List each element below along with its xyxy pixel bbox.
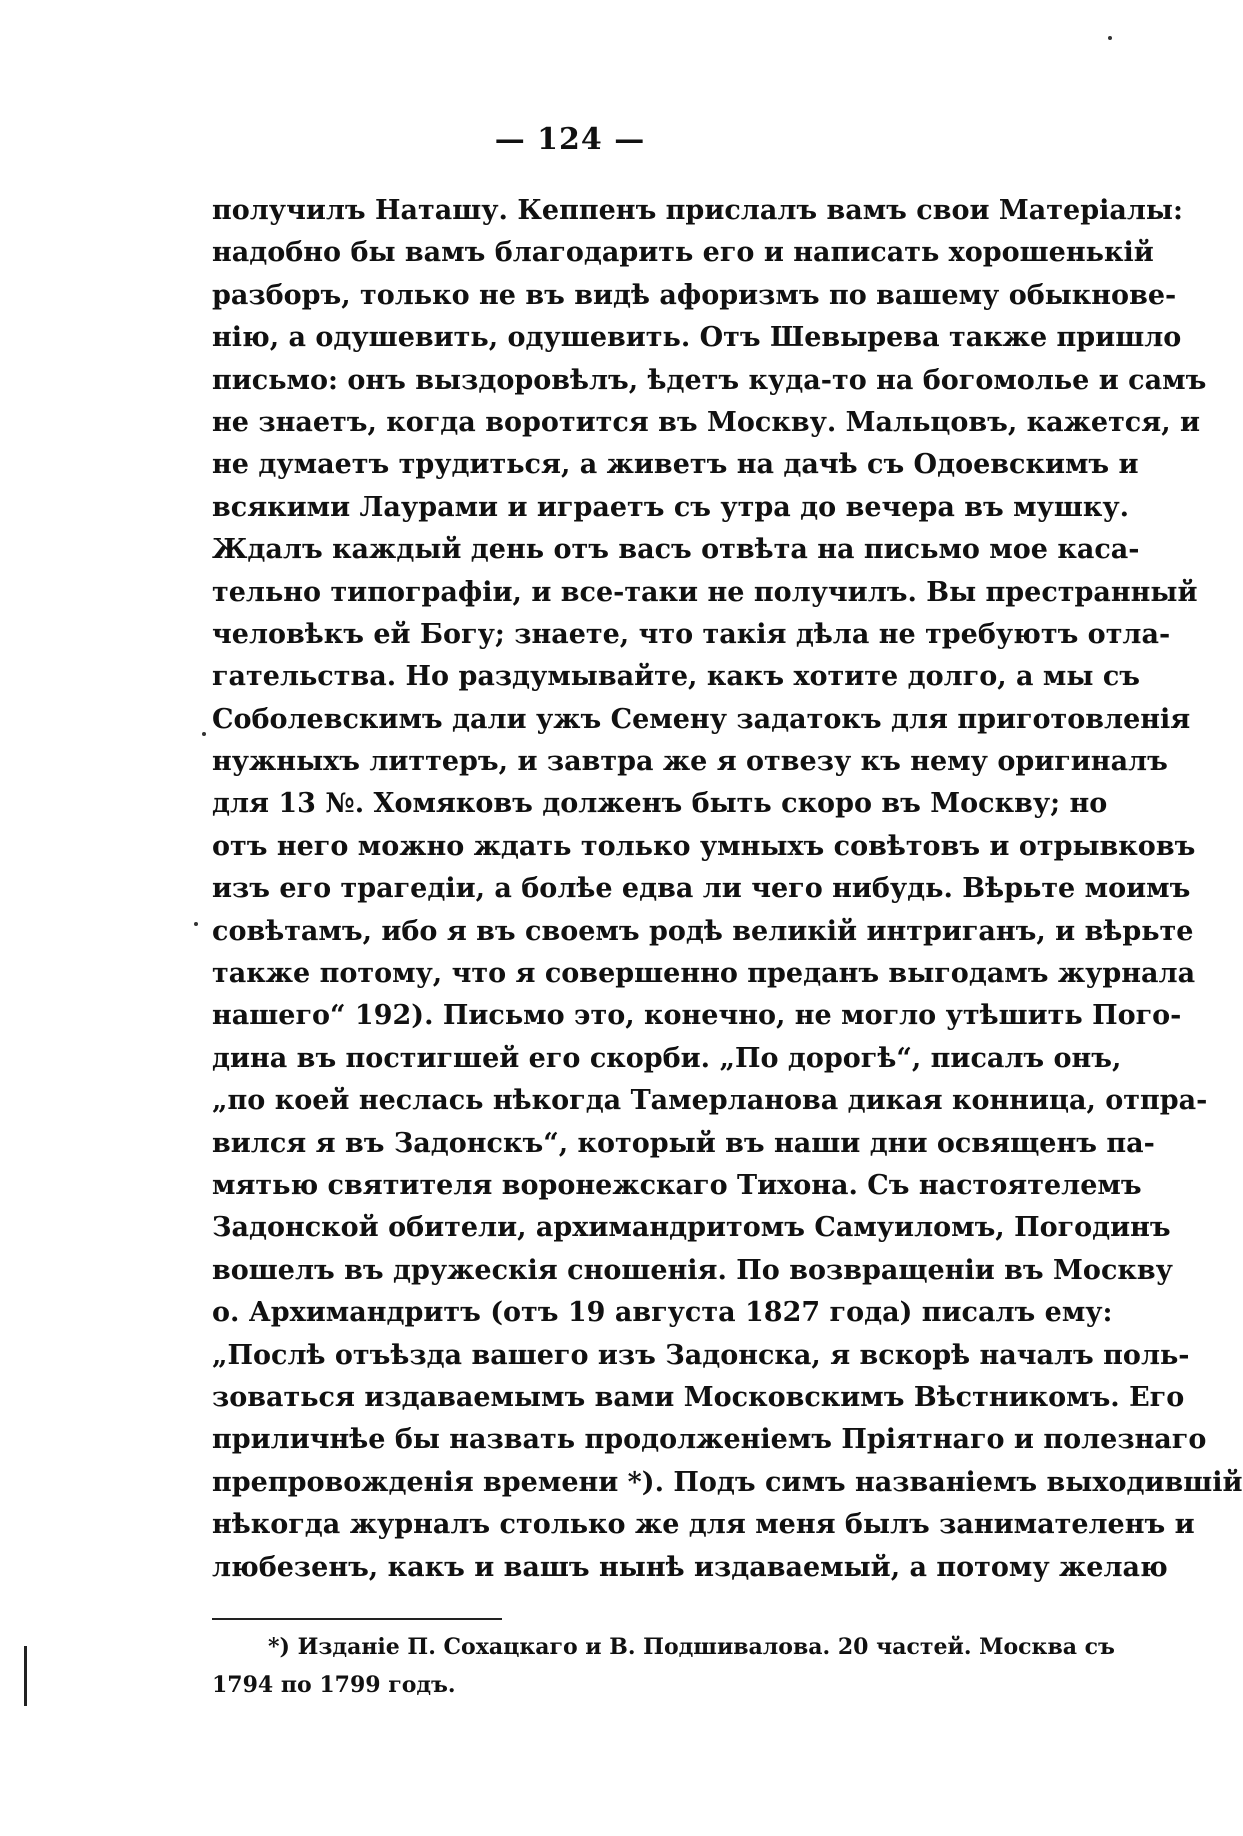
text-line: человѣкъ ей Богу; знаете, что такія дѣла не требуютъ отла- — [212, 618, 1171, 650]
text-line: вился я въ Задонскъ“, который въ наши дни освященъ па- — [212, 1127, 1155, 1159]
text-line: письмо: онъ выздоровѣлъ, ѣдетъ куда-то на богомолье и самъ — [212, 364, 1207, 396]
text-line: нашего“ 192). Письмо это, конечно, не могло утѣшить Пого- — [212, 1000, 1182, 1032]
text-line: нужныхъ литтеръ, и завтра же я отвезу къ нему оригиналъ — [212, 746, 1168, 778]
text-line: Соболевскимъ дали ужъ Семену задатокъ для приготовленія — [212, 703, 1191, 735]
text-line: приличнѣе бы назвать продолженіемъ Пріятнаго и полезнаго — [212, 1424, 1207, 1456]
text-line: дина въ постигшей его скорби. „По дорогѣ“, писалъ онъ, — [212, 1042, 1122, 1074]
text-line: вошелъ въ дружескія сношенія. По возвращеніи въ Москву — [212, 1254, 1173, 1286]
text-line: всякими Лаурами и играетъ съ утра до вечера въ мушку. — [212, 491, 1130, 523]
scan-speck — [194, 922, 198, 926]
text-line: не знаетъ, когда воротится въ Москву. Мальцовъ, кажется, и — [212, 406, 1201, 438]
scan-speck — [202, 732, 206, 736]
text-line: получилъ Наташу. Кеппенъ прислалъ вамъ свои Матеріалы: — [212, 195, 1183, 226]
margin-mark — [24, 1646, 27, 1706]
footnote-line: *) Изданіе П. Сохацкаго и В. Подшивалова. 20 частей. Москва съ — [268, 1634, 1115, 1660]
text-line: тельно типографіи, и все-таки не получилъ. Вы престранный — [212, 576, 1198, 608]
text-line: совѣтамъ, ибо я въ своемъ родѣ великій интриганъ, и вѣрьте — [212, 915, 1194, 947]
body-text — [212, 190, 1243, 1589]
text-line: нію, а одушевить, одушевить. Отъ Шевырева также пришло — [212, 322, 1182, 354]
footnote-divider — [212, 1618, 502, 1620]
text-line: разборъ, только не въ видѣ афоризмъ по вашему обыкнове- — [212, 279, 1177, 311]
footnote-line: 1794 по 1799 годъ. — [212, 1672, 456, 1698]
text-line: надобно бы вамъ благодарить его и написать хорошенькій — [212, 237, 1154, 269]
text-line: изъ его трагедіи, а болѣе едва ли чего нибудь. Вѣрьте моимъ — [212, 873, 1191, 905]
text-line: „по коей неслась нѣкогда Тамерланова дикая конница, отпра- — [212, 1085, 1208, 1117]
text-line: не думаетъ трудиться, а живетъ на дачѣ съ Одоевскимъ и — [212, 449, 1139, 481]
text-line: Задонской обители, архимандритомъ Самуиломъ, Погодинъ — [212, 1212, 1171, 1244]
text-line: о. Архимандритъ (отъ 19 августа 1827 года) писалъ ему: — [212, 1297, 1113, 1329]
text-line: отъ него можно ждать только умныхъ совѣтовъ и отрывковъ — [212, 830, 1196, 862]
text-line: зоваться издаваемымъ вами Московскимъ Вѣстникомъ. Его — [212, 1381, 1185, 1413]
text-line: гательства. Но раздумывайте, какъ хотите долго, а мы съ — [212, 661, 1140, 693]
page-number: — 124 — — [494, 122, 646, 157]
text-line: также потому, что я совершенно преданъ выгодамъ журнала — [212, 958, 1196, 990]
scan-speck — [1108, 36, 1112, 40]
footnote — [212, 1628, 1115, 1704]
text-line: „Послѣ отъѣзда вашего изъ Задонска, я вскорѣ началъ поль- — [212, 1339, 1190, 1371]
text-line: Ждалъ каждый день отъ васъ отвѣта на письмо мое каса- — [212, 534, 1140, 566]
text-line: мятью святителя воронежскаго Тихона. Съ настоятелемъ — [212, 1169, 1142, 1201]
text-line: препровожденія времени *). Подъ симъ названіемъ выходившій — [212, 1466, 1243, 1498]
text-line: любезенъ, какъ и вашъ нынѣ издаваемый, а потому желаю — [212, 1551, 1168, 1583]
text-line: нѣкогда журналъ столько же для меня былъ занимателенъ и — [212, 1509, 1195, 1541]
text-line: для 13 №. Хомяковъ долженъ быть скоро въ Москву; но — [212, 788, 1108, 820]
